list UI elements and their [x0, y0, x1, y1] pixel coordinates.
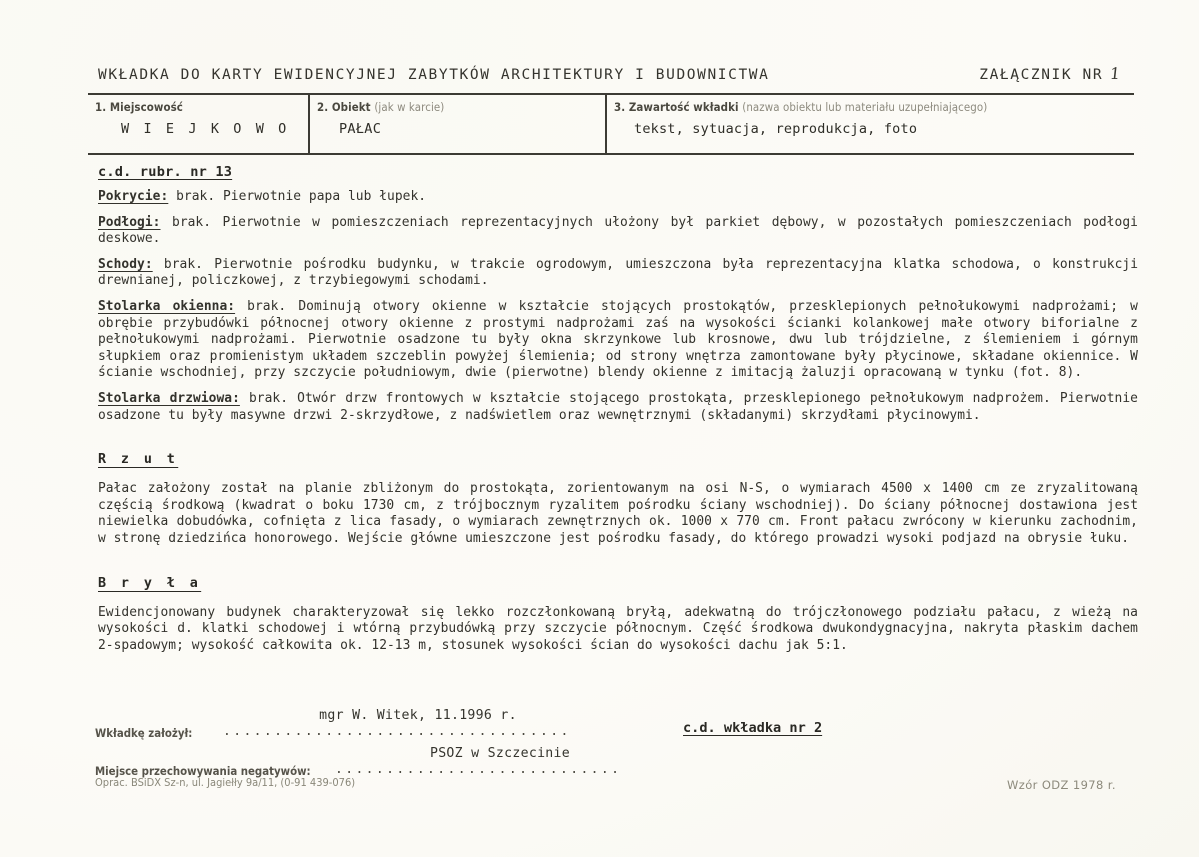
table-cell-contents	[607, 95, 1134, 153]
negatives-dotted-leader: ............................	[335, 762, 622, 777]
table-cell-object	[310, 95, 607, 153]
cell-number-1: 1.	[95, 100, 107, 114]
table-cell-locality	[88, 95, 310, 153]
entry-lead-stolarka-drzwiowa: Stolarka drzwiowa:	[98, 390, 240, 406]
author-row	[95, 708, 1135, 746]
cell-hint-3: (nazwa obiektu lub materiału uzupełniającego)	[742, 100, 988, 114]
continuation-note: c.d. wkładka nr 2	[683, 720, 823, 736]
cell-label-object	[317, 100, 576, 114]
cell-title-1: Miejscowość	[109, 100, 183, 114]
annex-label: ZAŁĄCZNIK NR	[979, 67, 1104, 83]
imprint-fineprint: Oprac. BSiDX Sz-n, ul. Jagiełły 9a/11, (0-91 439-076)	[95, 776, 356, 789]
entry-text-pokrycie: brak. Pierwotnie papa lub łupek.	[168, 189, 427, 204]
identification-table	[88, 93, 1134, 155]
entry-lead-podlogi: Podłogi:	[98, 214, 161, 230]
entry-text-schody: brak. Pierwotnie pośrodku budynku, w trakcie ogrodowym, umieszczona była reprezentacyjna klatka schodowa, o konstrukcji drewnianej, policzkowej, z trzybiegowymi schodami.	[98, 256, 1138, 289]
entry-text-stolarka-drzwiowa: brak. Otwór drzw frontowych w kształcie stojącego prostokąta, przesklepionego pełnołukowym nadprożem. Pierwotnie osadzone tu były masywne drzwi 2-skrzydłowe, z nadświetlem oraz wewnętrznymi (składanymi) skrzydłami płycinowymi.	[98, 390, 1138, 423]
author-field	[223, 708, 613, 739]
entry-lead-stolarka-okienna: Stolarka okienna:	[98, 298, 236, 314]
cell-number-2: 2.	[317, 100, 329, 114]
annex-marker	[979, 64, 1122, 83]
section-heading-bryla: B r y ł a	[98, 575, 202, 591]
section-text-bryla: Ewidencjonowany budynek charakteryzował się lekko rozczłonkowaną bryłą, adekwatną do trójczłonowego podziału pałacu, z wieżą na wysokości d. klatki schodowej i wtórną przybudówką przy szczycie północnym. Część środkowa dwukondygnacyjna, nakryta płaskim dachem 2-spadowym; wysokość całkowita ok. 12-13 m, stosunek wysokości ścian do wysokości dachu jak 5:1.	[98, 604, 1138, 653]
entry-lead-schody: Schody:	[98, 256, 153, 272]
page-title: WKŁADKA DO KARTY EWIDENCYJNEJ ZABYTKÓW ARCHITEKTURY I BUDOWNICTWA	[98, 67, 770, 83]
cell-title-3: Zawartość wkładki	[628, 100, 739, 114]
cell-label-locality	[95, 100, 287, 114]
cell-title-2: Obiekt	[331, 100, 371, 114]
cell-value-object: PAŁAC	[339, 121, 382, 137]
document-header	[98, 64, 1122, 83]
entry-podlogi	[98, 215, 1138, 248]
cell-label-contents	[614, 100, 1082, 114]
negatives-value: PSOZ w Szczecinie	[429, 746, 571, 761]
cell-value-contents: tekst, sytuacja, reprodukcja, foto	[634, 121, 918, 137]
cell-hint-2: (jak w karcie)	[374, 100, 445, 114]
cell-value-locality: W I E J K O W O	[121, 121, 290, 137]
rubric-heading: c.d. rubr. nr 13	[98, 164, 233, 180]
author-dotted-leader: ..................................	[223, 724, 571, 739]
document-footer	[95, 708, 1135, 792]
document-body	[98, 164, 1138, 663]
section-text-rzut: Pałac założony został na planie zbliżonym do prostokąta, zorientowanym na osi N-S, o wymiarach 4500 x 1400 cm ze zryzalitowaną częścią środkową (kwadrat o boku 1730 cm, z trójbocznym ryzalitem pośrodku ściany wschodniej). Do ściany północnej dostawiona jest niewielka dobudówka, cofnięta z lica fasady, o wymiarach zewnętrznych ok. 1000 x 770 cm. Front pałacu zwrócony w kierunku zachodnim, w stronę dziedzińca honorowego. Wejście główne umieszczone jest pośrodku fasady, do którego prowadzi wysoki podjazd na obrysie łuku.	[98, 481, 1138, 546]
entry-text-podlogi: brak. Pierwotnie w pomieszczeniach reprezentacyjnych ułożony był parkiet dębowy, w pozostałych pomieszczeniach podłogi deskowe.	[98, 214, 1138, 247]
entry-text-stolarka-okienna: brak. Dominują otwory okienne w kształcie stojących prostokątów, przesklepionych pełnołukowymi nadprożami; w obrębie przybudówki północnej otwory okienne z prostymi nadprożami zaś na wysokości ścianki kolankowej małe otwory biforialne z pełnołukowymi nadprożami. Pierwotnie osadzone tu były okna skrzynkowe lub krosnowe, dwu lub trójdzielne, z ślemieniem i górnym słupkiem oraz promienistym układem szczeblin powyżej ślemienia; od strony wnętrza zamontowane były płycinowe, składane okiennice. W ścianie wschodniej, przy szczycie południowym, dwie (pierwotne) blendy okienne z imitacją żaluzji opracowaną w tynku (fot. 8).	[98, 298, 1138, 381]
annex-number: 1	[1109, 64, 1123, 83]
entry-schody	[98, 257, 1138, 290]
cell-number-3: 3.	[614, 100, 626, 114]
section-heading-rzut: R z u t	[98, 452, 179, 468]
entry-pokrycie	[98, 189, 1138, 206]
author-value: mgr W. Witek, 11.1996 r.	[319, 708, 517, 723]
entry-stolarka-okienna	[98, 299, 1138, 382]
negatives-field	[335, 746, 665, 777]
author-label: Wkładkę założył:	[95, 726, 193, 740]
entry-lead-pokrycie: Pokrycie:	[98, 189, 169, 204]
negatives-label: Miejsce przechowywania negatywów:	[95, 764, 311, 778]
entry-stolarka-drzwiowa	[98, 391, 1138, 424]
form-pattern-mark: Wzór ODZ 1978 r.	[1007, 778, 1116, 792]
